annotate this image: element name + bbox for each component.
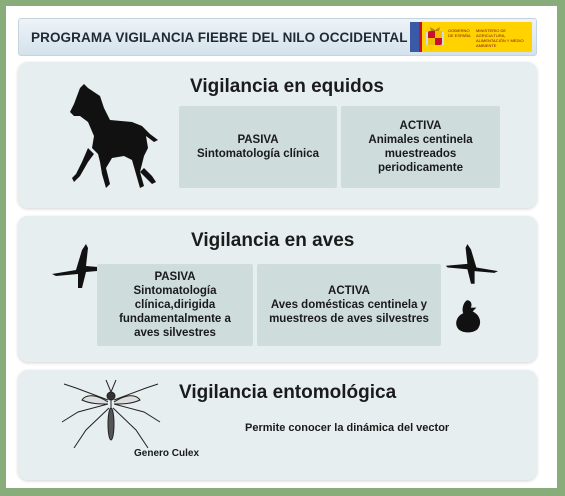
panel-equidos <box>18 62 537 208</box>
coat-of-arms-icon <box>426 25 444 49</box>
aves-activa-text-1: Aves domésticas centinela y <box>270 299 428 311</box>
equidos-activa-text-2: muestreados <box>384 148 457 160</box>
government-logo <box>410 22 532 52</box>
mosquito-caption: Genero Culex <box>134 448 200 459</box>
flag-stripe <box>419 22 422 52</box>
aves-pasiva-text-1: Sintomatología <box>133 285 217 297</box>
aves-pasiva-box <box>97 264 253 346</box>
logo-text-ministry: MINISTERIO DE AGRICULTURA, ALIMENTACIÓN Y MEDIO AMBIENTE <box>476 28 524 48</box>
equidos-pasiva-box <box>179 106 337 188</box>
equidos-activa-label: ACTIVA <box>399 120 442 132</box>
page-title: PROGRAMA VIGILANCIA FIEBRE DEL NILO OCCIDENTAL <box>31 30 408 45</box>
mosquito-icon <box>56 378 166 458</box>
entomologica-description: Permite conocer la dinámica del vector <box>245 422 450 434</box>
aves-activa-text-2: muestreos de aves silvestres <box>269 313 429 325</box>
equidos-pasiva-label: PASIVA <box>237 134 279 146</box>
equidos-activa-text-3: periodicamente <box>378 162 463 174</box>
aves-pasiva-text-4: aves silvestres <box>134 327 216 339</box>
aves-pasiva-text-3: fundamentalmente a <box>119 313 231 325</box>
logo-text-government: GOBIERNO DE ESPAÑA <box>448 28 471 38</box>
stork-right-icon <box>444 240 498 286</box>
aves-pasiva-text-2: clínica,dirigida <box>134 299 216 311</box>
aves-pasiva-label: PASIVA <box>154 271 196 283</box>
equidos-title: Vigilancia en equidos <box>190 76 384 97</box>
aves-title: Vigilancia en aves <box>191 230 355 251</box>
page-frame <box>6 6 557 488</box>
duck-icon <box>454 298 482 336</box>
panel-entomologica <box>18 370 537 480</box>
panel-aves <box>18 216 537 362</box>
equidos-pasiva-text: Sintomatología clínica <box>196 148 320 160</box>
eu-stripe <box>410 22 419 52</box>
entomologica-title: Vigilancia entomológica <box>179 382 397 403</box>
equidos-activa-text-1: Animales centinela <box>368 134 473 146</box>
aves-activa-box <box>257 264 441 346</box>
aves-activa-label: ACTIVA <box>328 285 370 297</box>
horse-icon <box>70 82 160 202</box>
equidos-activa-box <box>341 106 500 188</box>
header-banner <box>18 18 537 56</box>
